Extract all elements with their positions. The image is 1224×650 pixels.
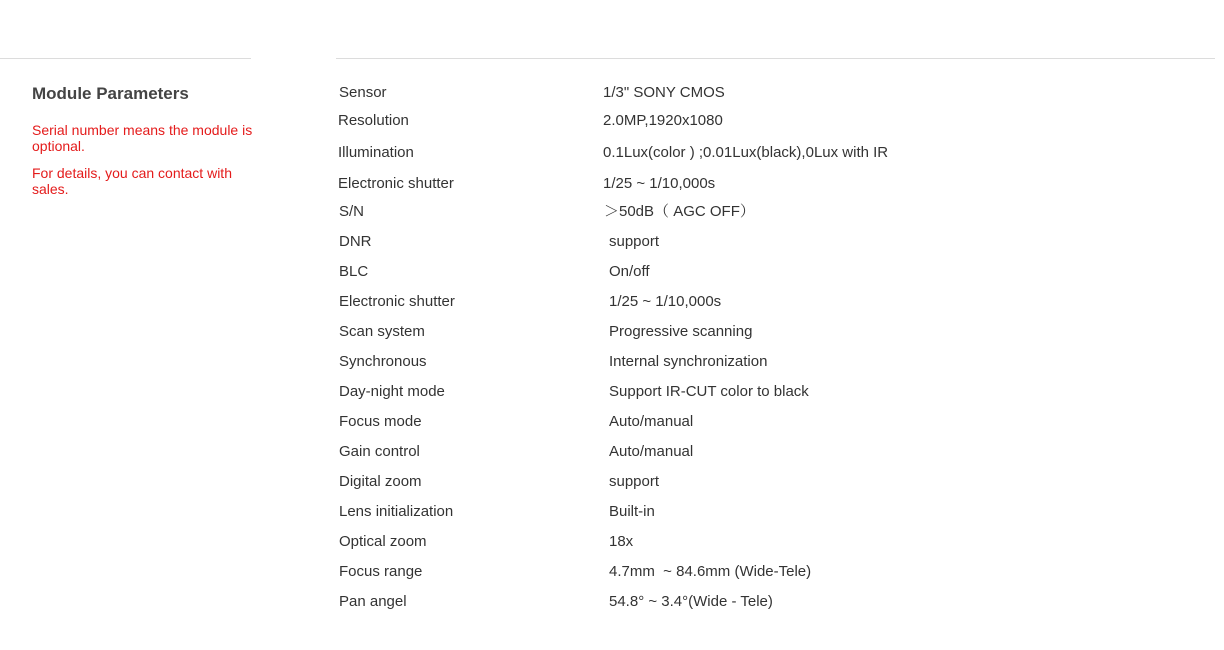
top-divider-right: [336, 58, 1215, 59]
spec-value: On/off: [609, 263, 650, 280]
spec-row: [0, 321, 1224, 343]
spec-value: 1/25 ~ 1/10,000s: [603, 175, 716, 192]
spec-label: Electronic shutter: [339, 293, 455, 310]
optional-note: Serial number means the module is optional.: [32, 122, 253, 154]
spec-row: [0, 261, 1224, 283]
spec-row: [0, 531, 1224, 553]
top-divider-left: [0, 58, 251, 59]
spec-value: support: [609, 233, 660, 250]
spec-value: 18x: [609, 533, 634, 550]
spec-value: 4.7mm ~ 84.6mm (Wide-Tele): [609, 563, 812, 580]
spec-value: 1/3" SONY CMOS: [603, 84, 725, 101]
spec-value: support: [609, 473, 660, 490]
spec-value: 54.8° ~ 3.4°(Wide - Tele): [609, 593, 773, 610]
spec-label: Scan system: [339, 323, 425, 340]
spec-row: [0, 231, 1224, 253]
spec-value: Auto/manual: [609, 443, 694, 460]
spec-row: [0, 82, 1224, 104]
spec-label: Day-night mode: [339, 383, 445, 400]
spec-label: Resolution: [338, 112, 409, 129]
spec-value: Progressive scanning: [609, 323, 753, 340]
section-title: Module Parameters: [32, 84, 189, 103]
spec-row: [0, 411, 1224, 433]
spec-label: Focus range: [339, 563, 423, 580]
spec-value: Support IR-CUT color to black: [609, 383, 809, 400]
spec-value: Auto/manual: [609, 413, 694, 430]
spec-value: 1/25 ~ 1/10,000s: [609, 293, 722, 310]
spec-row: [0, 173, 1224, 195]
spec-row: [0, 110, 1224, 132]
spec-label: Pan angel: [339, 593, 407, 610]
spec-label: Synchronous: [339, 353, 427, 370]
spec-value: ＞50dB（ AGC OFF）: [604, 203, 755, 220]
spec-label: S/N: [339, 203, 365, 220]
spec-label: Electronic shutter: [338, 175, 454, 192]
spec-row: [0, 501, 1224, 523]
spec-row: [0, 441, 1224, 463]
spec-label: Sensor: [339, 84, 387, 101]
spec-row: [0, 201, 1224, 223]
spec-row: [0, 381, 1224, 403]
spec-label: BLC: [339, 263, 369, 280]
spec-row: [0, 142, 1224, 164]
spec-value: Built-in: [609, 503, 655, 520]
spec-value: 0.1Lux(color ) ;0.01Lux(black),0Lux with IR: [603, 144, 889, 161]
spec-value: 2.0MP,1920x1080: [603, 112, 723, 129]
spec-row: [0, 591, 1224, 613]
spec-label: Gain control: [339, 443, 420, 460]
spec-label: Digital zoom: [339, 473, 422, 490]
spec-label: Optical zoom: [339, 533, 427, 550]
spec-row: [0, 291, 1224, 313]
spec-label: Illumination: [338, 144, 414, 161]
spec-label: Focus mode: [339, 413, 422, 430]
contact-sales-note: For details, you can contact with sales.: [32, 165, 232, 197]
spec-value: Internal synchronization: [609, 353, 768, 370]
spec-label: Lens initialization: [339, 503, 454, 520]
spec-label: DNR: [339, 233, 372, 250]
spec-row: [0, 561, 1224, 583]
spec-row: [0, 351, 1224, 373]
spec-row: [0, 471, 1224, 493]
